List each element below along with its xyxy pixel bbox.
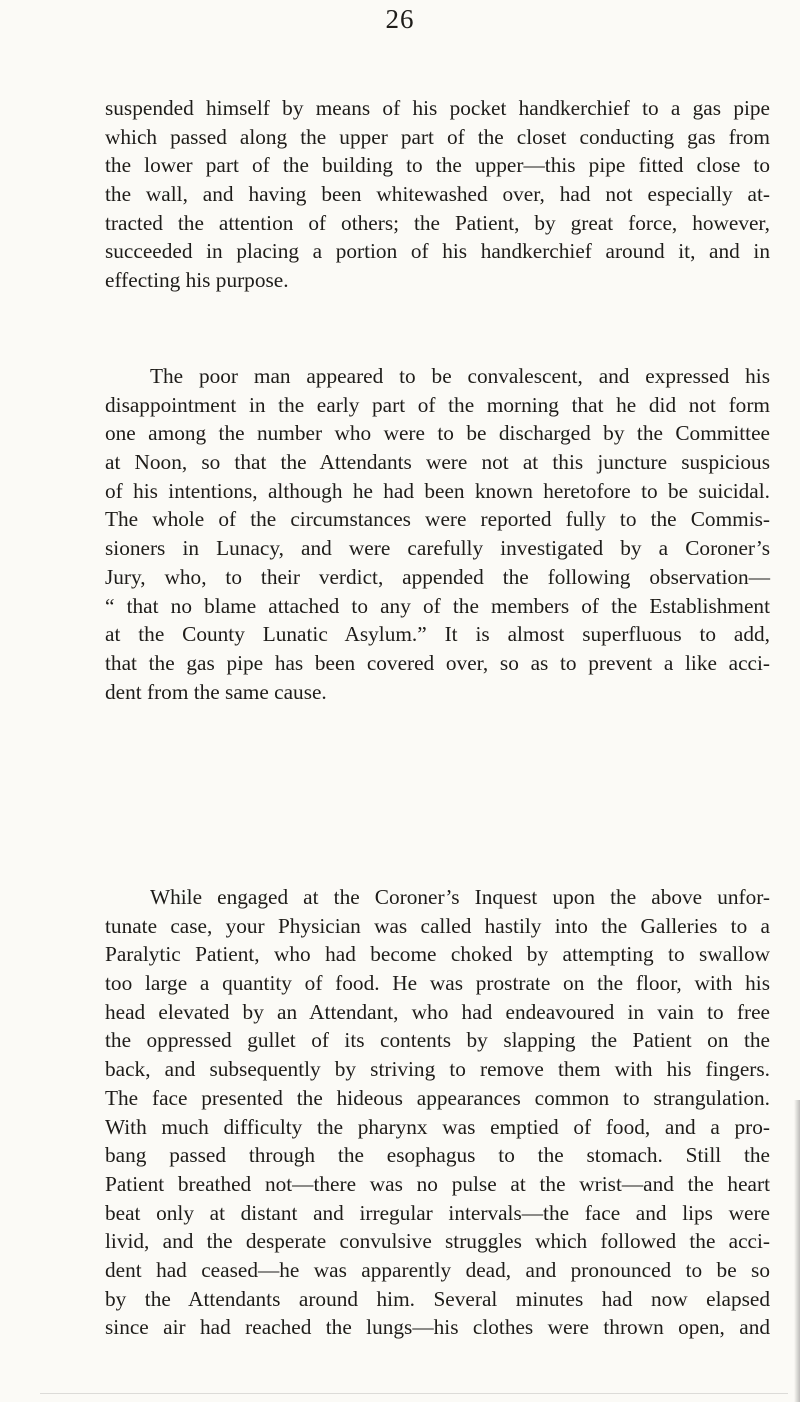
text-line: which passed along the upper part of the closet conducting gas from [105,124,770,149]
text-line: of his intentions, although he had been known heretofore to be suicidal. [105,478,770,503]
text-line: the oppressed gullet of its contents by slapping the Patient on the [105,1028,770,1053]
text-line: effecting his purpose. [105,268,289,293]
text-line: the lower part of the building to the upper—this pipe fitted close to [105,153,770,178]
text-line: one among the number who were to be discharged by the Committee [105,421,770,446]
text-line: bang passed through the esophagus to the stomach. Still the [105,1143,770,1168]
text-line: dent had ceased—he was apparently dead, and pronounced to be so [105,1257,770,1282]
paragraph-2 [105,362,770,706]
text-line: While engaged at the Coroner’s Inquest upon the above unfor- [150,885,770,909]
text-line: sioners in Lunacy, and were carefully investigated by a Coroner’s [105,536,770,561]
text-line: tracted the attention of others; the Patient, by great force, however, [105,210,770,235]
text-line: at the County Lunatic Asylum.” It is almost superfluous to add, [105,622,770,647]
text-line: the wall, and having been whitewashed over, had not especially at- [105,182,770,207]
text-line: livid, and the desperate convulsive struggles which followed the acci- [105,1229,770,1254]
text-line: Paralytic Patient, who had become choked by attempting to swallow [105,942,770,967]
text-line: succeeded in placing a portion of his handkerchief around it, and in [105,239,770,264]
text-line: With much difficulty the pharynx was emptied of food, and a pro- [105,1114,770,1139]
paragraph-3 [105,883,770,1342]
text-line: by the Attendants around him. Several minutes had now elapsed [105,1286,770,1311]
page-edge-shadow [794,1100,800,1402]
text-line: since air had reached the lungs—his clothes were thrown open, and [105,1315,770,1340]
text-line: tunate case, your Physician was called hastily into the Galleries to a [105,913,770,938]
text-line: dent from the same cause. [105,679,327,704]
text-line: The face presented the hideous appearances common to strangulation. [105,1085,770,1110]
text-line: disappointment in the early part of the morning that he did not form [105,392,770,417]
text-line: suspended himself by means of his pocket handkerchief to a gas pipe [105,96,770,120]
text-line: Jury, who, to their verdict, appended the following observation— [105,564,770,589]
text-line: at Noon, so that the Attendants were not at this juncture suspicious [105,450,770,475]
text-line: head elevated by an Attendant, who had endeavoured in vain to free [105,999,770,1024]
page-number: 26 [385,4,415,34]
text-line: back, and subsequently by striving to remove them with his fingers. [105,1057,770,1082]
page-bottom-edge [40,1393,788,1394]
text-line: The poor man appeared to be convalescent, and expressed his [150,364,770,388]
text-line: beat only at distant and irregular intervals—the face and lips were [105,1200,770,1225]
paragraph-1 [105,94,770,295]
text-line: The whole of the circumstances were reported fully to the Commis- [105,507,770,532]
text-line: that the gas pipe has been covered over, so as to prevent a like acci- [105,650,770,675]
text-line: Patient breathed not—there was no pulse at the wrist—and the heart [105,1171,770,1196]
text-line: too large a quantity of food. He was prostrate on the floor, with his [105,971,770,996]
text-line: “ that no blame attached to any of the members of the Establishment [105,593,770,618]
